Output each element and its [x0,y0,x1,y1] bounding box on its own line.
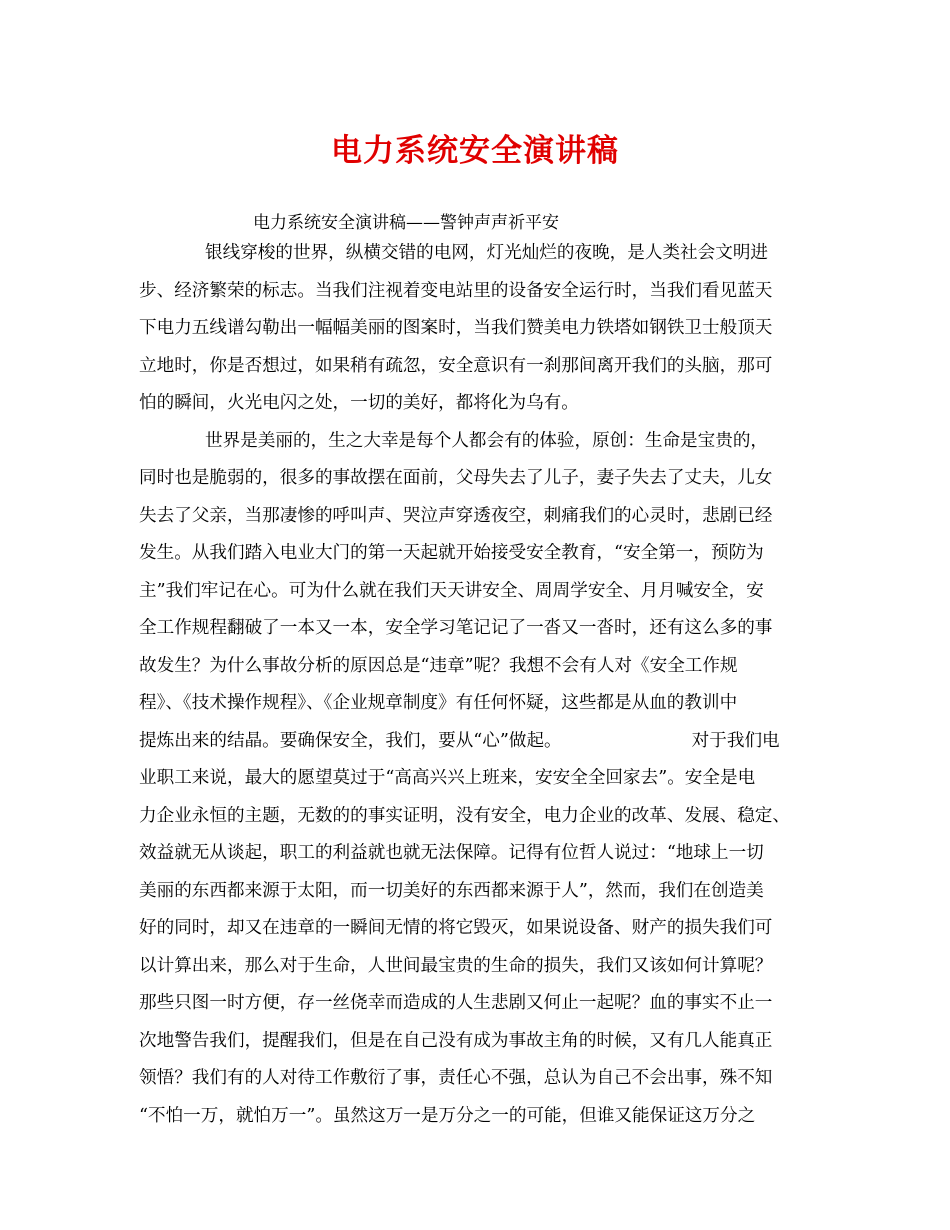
body-line: 银线穿梭的世界，纵横交错的电网，灯光灿烂的夜晚，是人类社会文明进 [205,243,769,263]
body-line: 次地警告我们，提醒我们，但是在自己没有成为事故主角的时候，又有几人能真正 [139,1030,773,1051]
document-title: 电力系统安全演讲稿 [331,133,619,169]
body-line: 步、经济繁荣的标志。当我们注视着变电站里的设备安全运行时，当我们看见蓝天 [139,280,773,301]
body-line: 主”我们牢记在心。可为什么就在我们天天讲安全、周周学安全、月月喊安全，安 [139,580,764,601]
body-line: 那些只图一时方便，存一丝侥幸而造成的人生悲剧又何止一起呢？血的事实不止一 [139,993,773,1013]
body-line: 美丽的东西都来源于太阳，而一切美好的东西都来源于人”，然而，我们在创造美 [139,880,764,901]
body-text: 提炼出来的结晶。要确保安全，我们，要从“心”做起。 [139,730,562,751]
body-line: 效益就无从谈起，职工的利益就也就无法保障。记得有位哲人说过：“地球上一切 [139,843,764,863]
body-line: 同时也是脆弱的，很多的事故摆在面前，父母失去了儿子，妻子失去了丈夫，儿女 [139,468,773,488]
body-line: 立地时，你是否想过，如果稍有疏忽，安全意识有一刹那间离开我们的头脑，那可 [139,355,773,376]
body-line-split [139,723,819,761]
body-line: 怕的瞬间，火光电闪之处，一切的美好，都将化为乌有。 [139,393,579,413]
body-line: 以计算出来，那么对于生命，人世间最宝贵的生命的损失，我们又该如何计算呢？ [139,955,773,976]
body-line: 业职工来说，最大的愿望莫过于“高高兴兴上班来，安安全全回家去”。安全是电 [139,768,756,788]
document-body [139,235,819,1135]
body-line: 世界是美丽的，生之大幸是每个人都会有的体验，原创：生命是宝贵的， [205,430,769,451]
body-line: 下电力五线谱勾勒出一幅幅美丽的图案时，当我们赞美电力铁塔如钢铁卫士般顶天 [139,318,773,338]
body-line: 力企业永恒的主题，无数的的事实证明，没有安全，电力企业的改革、发展、稳定、 [139,805,790,826]
body-text: 对于我们电 [691,730,780,751]
body-line: 发生。从我们踏入电业大门的第一天起就开始接受安全教育，“安全第一，预防为 [139,543,764,563]
body-line: 好的同时，却又在违章的一瞬间无情的将它毁灭，如果说设备、财产的损失我们可 [139,918,773,938]
body-line: 全工作规程翻破了一本又一本，安全学习笔记记了一沓又一沓时，还有这么多的事 [139,618,773,638]
body-line: 程》、《技术操作规程》、《企业规章制度》有任何怀疑，这些都是从血的教训中 [139,693,738,713]
body-line: 领悟？我们有的人对待工作敷衍了事，责任心不强，总认为自己不会出事，殊不知 [139,1068,773,1088]
body-line: “不怕一万，就怕万一”。虽然这万一是万分之一的可能，但谁又能保证这万分之 [139,1105,756,1126]
body-line: 失去了父亲，当那凄惨的呼叫声、哭泣声穿透夜空，刺痛我们的心灵时，悲剧已经 [139,505,773,526]
document-subtitle: 电力系统安全演讲稿——警钟声声祈平安 [253,213,559,233]
body-line: 故发生？为什么事故分析的原因总是“违章”呢？我想不会有人对《安全工作规 [139,655,738,676]
